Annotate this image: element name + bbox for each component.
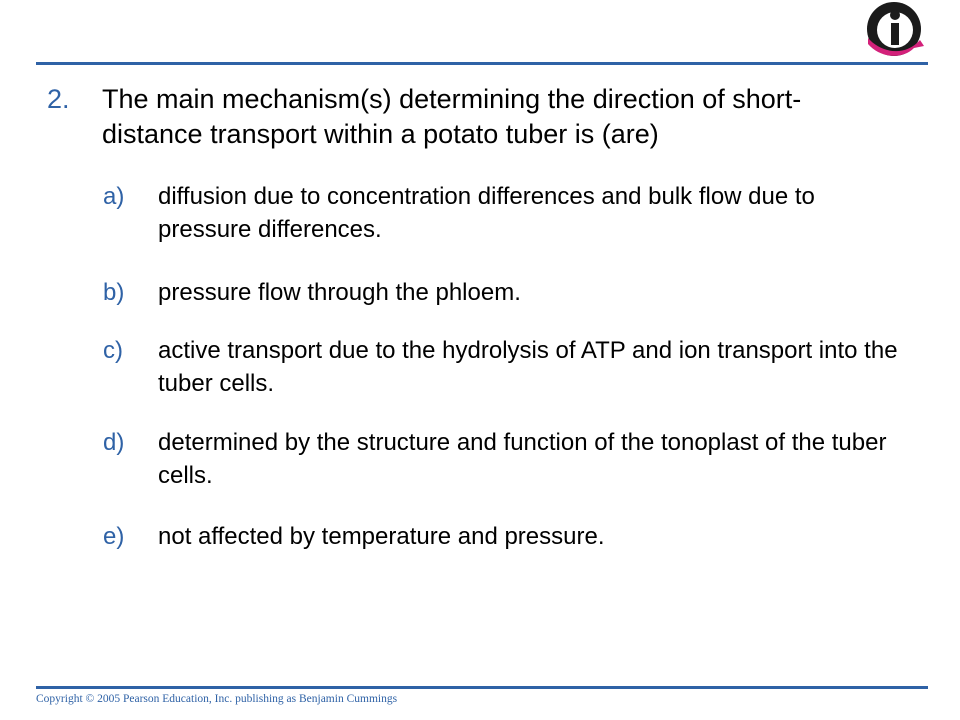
- option-text: active transport due to the hydrolysis of ATP and ion transport into the tuber cells.: [158, 337, 898, 397]
- info-i-icon: [862, 0, 926, 62]
- option-text: diffusion due to concentration differences and bulk flow due to pressure differences.: [158, 183, 815, 243]
- copyright-notice: Copyright © 2005 Pearson Education, Inc. publishing as Benjamin Cummings: [36, 693, 398, 705]
- option-letter: a): [103, 183, 125, 210]
- option-letter: e): [103, 523, 125, 550]
- footer-divider: [36, 686, 928, 689]
- question-number: 2.: [47, 84, 70, 114]
- option-letter: c): [103, 337, 123, 364]
- option-letter: b): [103, 279, 125, 306]
- option-text: not affected by temperature and pressure.: [158, 523, 605, 550]
- option-letter: d): [103, 429, 125, 456]
- option-text: determined by the structure and function of the tonoplast of the tuber cells.: [158, 429, 887, 489]
- option-text: pressure flow through the phloem.: [158, 279, 521, 306]
- question-text: The main mechanism(s) determining the direction of short-distance transport within a potato tuber is (are): [102, 84, 802, 149]
- header-divider: [36, 62, 928, 65]
